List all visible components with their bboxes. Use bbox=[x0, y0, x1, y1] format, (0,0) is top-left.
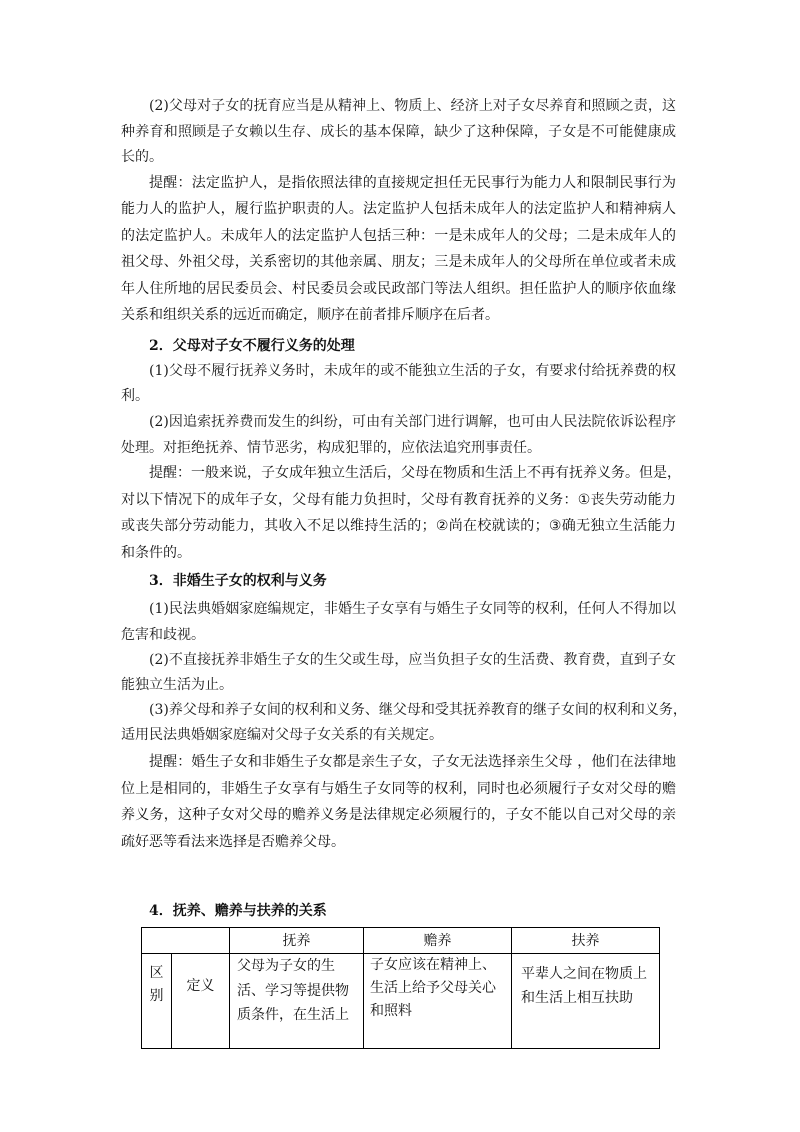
text-line: 提醒：法定监护人，是指依照法律的直接规定担任无民事行为能力人和限制民事行为 bbox=[149, 175, 676, 191]
relation-table bbox=[141, 927, 660, 1049]
row-label: 定义 bbox=[186, 978, 215, 994]
heading-text: 4．抚养、赡养与扶养的关系 bbox=[149, 903, 327, 919]
text-line: 能力人的监护人，履行监护职责的人。法定监护人包括未成年人的法定监护人和精神病人 bbox=[121, 201, 676, 218]
text-line: 和条件的。 bbox=[121, 544, 191, 561]
header-cell-fuyang-mutual: 扶养 bbox=[512, 928, 660, 954]
text-line: (2)不直接抚养非婚生子女的生父或生母，应当负担子女的生活费、教育费，直到子女 bbox=[149, 652, 676, 668]
text-line: 年人住所地的居民委员会、村民委员会或民政部门等法人组织。担任监护人的顺序依血缘 bbox=[121, 280, 676, 297]
text-line: 长的。 bbox=[121, 149, 163, 165]
text-line: 提醒：婚生子女和非婚生子女都是亲生子女，子女无法选择亲生父母 ，他们在法律地 bbox=[149, 754, 676, 770]
cell-line: 父母为子女的生 bbox=[237, 958, 335, 974]
cell-shanyang-definition bbox=[364, 954, 512, 1049]
reminder-legal-guardian bbox=[121, 170, 676, 328]
cell-line: 和照料 bbox=[370, 1003, 412, 1019]
text-line: 危害和歧视。 bbox=[121, 627, 205, 643]
text-line: 提醒：一般来说，子女成年独立生活后，父母在物质和生活上不再有抚养义务。但是， bbox=[149, 465, 681, 481]
paragraph-equal-rights bbox=[121, 596, 676, 648]
cell-line: 活、学习等提供物 bbox=[237, 982, 349, 999]
text-line: (1)父母不履行抚养义务时，未成年的或不能独立生活的子女，有要求付给抚养费的权 bbox=[149, 363, 676, 379]
text-line: 疏好恶等看法来选择是否赡养父母。 bbox=[121, 833, 345, 850]
cell-line: 质条件，在生活上 bbox=[237, 1007, 349, 1023]
cell-line: 子女应该在精神上、 bbox=[370, 957, 496, 973]
row-group-label: 区别 bbox=[149, 965, 164, 1004]
heading-text: 3．非婚生子女的权利与义务 bbox=[149, 573, 327, 589]
paragraph-support-fee-right bbox=[121, 359, 676, 409]
text-line: 能独立生活为止。 bbox=[121, 677, 233, 693]
section-heading-3 bbox=[121, 568, 676, 594]
cell-fuyang-definition bbox=[230, 954, 364, 1049]
table-header-row bbox=[142, 928, 660, 954]
header-cell-fuyang: 抚养 bbox=[230, 928, 364, 954]
cell-line: 平辈人之间在物质上 bbox=[521, 966, 647, 982]
cell-line: 和生活上相互扶助 bbox=[521, 990, 633, 1006]
section-heading-4 bbox=[121, 898, 676, 924]
text-line: 对以下情况下的成年子女，父母有能力负担时，父母有教育抚养的义务：①丧失劳动能力 bbox=[121, 491, 676, 508]
text-line: (1)民法典婚姻家庭编规定，非婚生子女享有与婚生子女同等的权利，任何人不得加以 bbox=[149, 601, 676, 617]
section-heading-2 bbox=[121, 333, 676, 359]
heading-text: 2．父母对子女不履行义务的处理 bbox=[149, 338, 355, 354]
text-line: 关系和组织关系的远近而确定，顺序在前者排斥顺序在后者。 bbox=[121, 306, 499, 323]
text-line: 种养育和照顾是子女赖以生存、成长的基本保障，缺少了这种保障，子女是不可能健康成 bbox=[121, 123, 676, 140]
text-line: 利。 bbox=[121, 388, 149, 404]
text-line: (3)养父母和养子女间的权利和义务、继父母和受其抚养教育的继子女间的权利和义务， bbox=[149, 702, 687, 718]
text-line: 祖父母、外祖父母，关系密切的其他亲属、朋友；三是未成年人的父母所在单位或者未成 bbox=[121, 254, 676, 271]
text-line: 的法定监护人。未成年人的法定监护人包括三种：一是未成年人的父母；二是未成年人的 bbox=[121, 227, 676, 244]
row-group-cell bbox=[142, 954, 172, 1049]
paragraph-parental-care bbox=[121, 94, 676, 171]
header-blank-cell bbox=[142, 928, 230, 954]
reminder-adult-children bbox=[121, 460, 681, 566]
text-line: 位上是相同的，非婚生子女享有与婚生子女同等的权利，同时也必须履行子女对父母的赡 bbox=[121, 780, 676, 797]
table-row bbox=[142, 954, 660, 1049]
header-cell-shanyang: 赡养 bbox=[364, 928, 512, 954]
paragraph-adoptive-step-relations bbox=[121, 698, 687, 748]
text-line: 养义务，这种子女对父母的赡养义务是法律规定必须履行的，子女不能以自己对父母的亲 bbox=[121, 807, 676, 824]
text-line: (2)父母对子女的抚育应当是从精神上、物质上、经济上对子女尽养育和照顾之责，这 bbox=[149, 98, 676, 114]
text-line: (2)因追索抚养费而发生的纠纷，可由有关部门进行调解，也可由人民法院依诉讼程序 bbox=[149, 414, 676, 430]
text-line: 或丧失部分劳动能力，其收入不足以维持生活的；②尚在校就读的；③确无独立生活能力 bbox=[121, 518, 676, 535]
row-label-cell bbox=[172, 954, 230, 1049]
paragraph-non-custodial-parent bbox=[121, 648, 676, 698]
text-line: 处理。对拒绝抚养、情节恶劣，构成犯罪的，应依法追究刑事责任。 bbox=[121, 439, 541, 456]
reminder-illegitimate-children bbox=[121, 749, 676, 855]
text-line: 适用民法典婚姻家庭编对父母子女关系的有关规定。 bbox=[121, 727, 443, 743]
paragraph-support-dispute bbox=[121, 410, 676, 461]
cell-line: 生活上给予父母关心 bbox=[370, 980, 496, 996]
cell-mutual-support-definition bbox=[512, 954, 660, 1049]
